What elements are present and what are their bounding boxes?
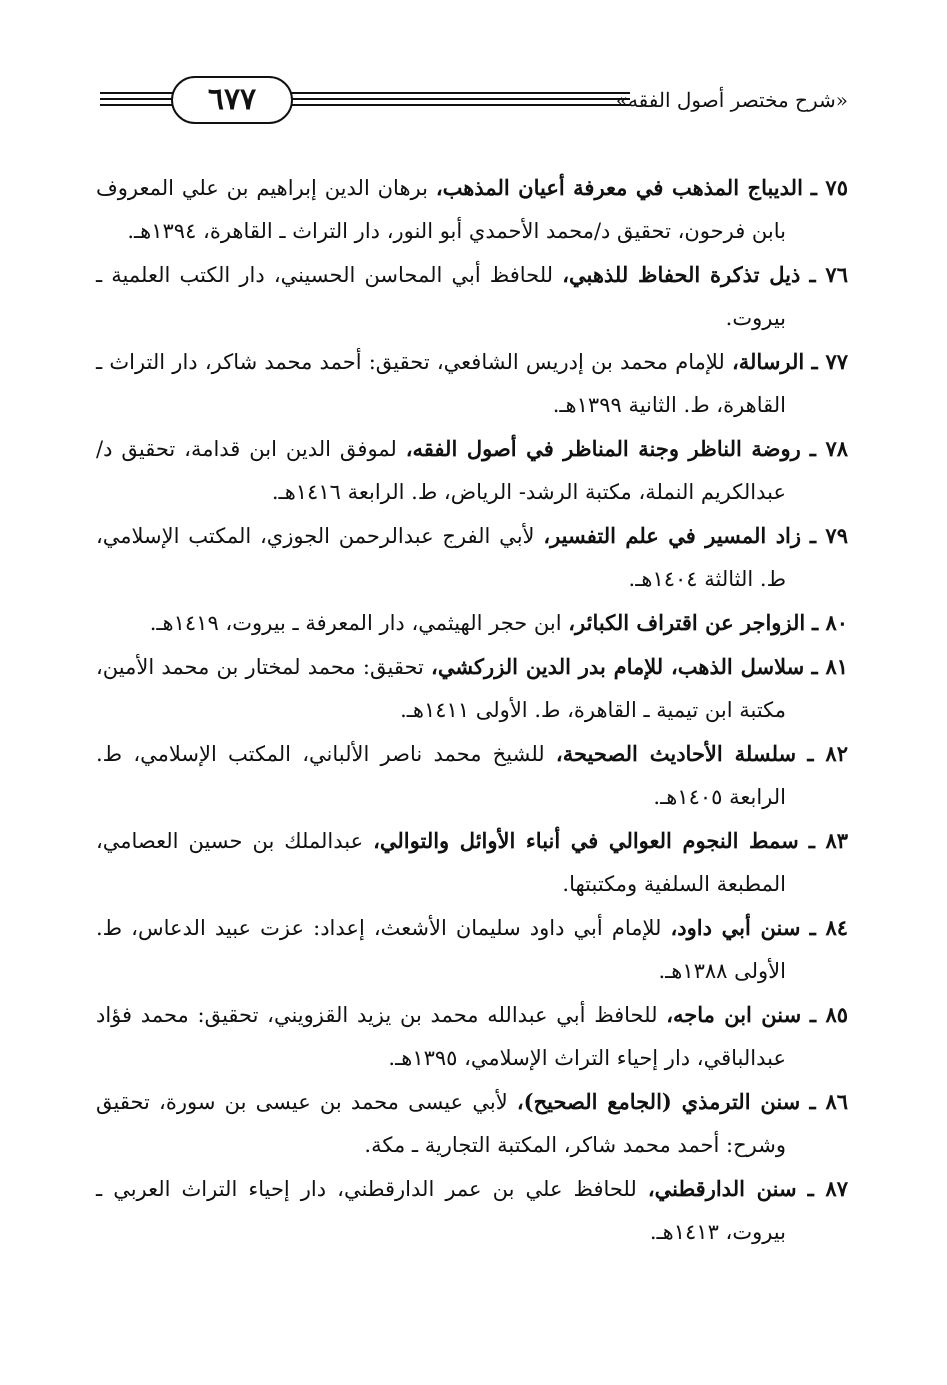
bibliography-entry [96, 340, 848, 427]
entry-number: ٨١ ـ [811, 654, 848, 679]
bibliography-entry [96, 906, 848, 993]
entry-number: ٨٥ ـ [809, 1002, 848, 1027]
entry-title: سنن أبي داود، [670, 915, 801, 940]
bibliography-entry [96, 732, 848, 819]
entry-details: تحقيق: محمد لمختار بن محمد الأمين، مكتبة ابن تيمية ـ القاهرة، ط. الأولى ١٤١١هـ. [96, 655, 786, 722]
entry-details: لموفق الدين ابن قدامة، تحقيق د/عبدالكريم النملة، مكتبة الرشد- الرياض، ط. الرابعة ١٤١٦هـ. [96, 437, 786, 504]
bibliography-entry [96, 514, 848, 601]
entry-details: لأبي الفرج عبدالرحمن الجوزي، المكتب الإسلامي، ط. الثالثة ١٤٠٤هـ. [96, 524, 786, 591]
bibliography-list [96, 166, 848, 1254]
entry-details: للإمام أبي داود سليمان الأشعث، إعداد: عزت عبيد الدعاس، ط. الأولى ١٣٨٨هـ. [96, 916, 786, 983]
entry-number: ٨٢ ـ [807, 741, 848, 766]
entry-title: روضة الناظر وجنة المناظر في أصول الفقه، [405, 436, 801, 461]
entry-number: ٧٨ ـ [809, 436, 848, 461]
entry-number: ٧٦ ـ [809, 262, 848, 287]
entry-details: عبدالملك بن حسين العصامي، المطبعة السلفية ومكتبتها. [96, 829, 786, 896]
bibliography-entry [96, 427, 848, 514]
entry-details: للشيخ محمد ناصر الألباني، المكتب الإسلامي، ط. الرابعة ١٤٠٥هـ. [96, 742, 786, 809]
entry-details: للإمام محمد بن إدريس الشافعي، تحقيق: أحمد محمد شاكر، دار التراث ـ القاهرة، ط. الثانية ١٣٩٩هـ. [96, 350, 786, 417]
entry-title: زاد المسير في علم التفسير، [543, 523, 802, 548]
bibliography-entry [96, 1167, 848, 1254]
page-number: ٦٧٧ [171, 76, 293, 124]
entry-title: الزواجر عن اقتراف الكبائر، [568, 610, 806, 635]
entry-details: لأبي عيسى محمد بن عيسى بن سورة، تحقيق وشرح: أحمد محمد شاكر، المكتبة التجارية ـ مكة. [96, 1090, 786, 1157]
entry-number: ٨٦ ـ [809, 1089, 849, 1114]
entry-title: ذيل تذكرة الحفاظ للذهبي، [562, 262, 801, 287]
page-header [96, 70, 848, 130]
entry-details: للحافظ أبي المحاسن الحسيني، دار الكتب العلمية ـ بيروت. [96, 263, 786, 330]
bibliography-entry [96, 166, 848, 253]
entry-title: الرسالة، [732, 349, 805, 374]
entry-title: سمط النجوم العوالي في أنباء الأوائل والتوالي، [373, 828, 799, 853]
entry-details: برهان الدين إبراهيم بن علي المعروف بابن فرحون، تحقيق د/محمد الأحمدي أبو النور، دار التراث ـ القاهرة، ١٣٩٤هـ. [96, 176, 786, 243]
entry-number: ٧٥ ـ [810, 175, 848, 200]
entry-number: ٨٠ ـ [811, 610, 848, 635]
entry-number: ٨٤ ـ [809, 915, 849, 940]
entry-title: سلسلة الأحاديث الصحيحة، [555, 741, 797, 766]
entry-number: ٧٩ ـ [809, 523, 848, 548]
entry-title: الديباج المذهب في معرفة أعيان المذهب، [435, 175, 803, 200]
entry-number: ٨٣ ـ [808, 828, 848, 853]
bibliography-entry [96, 1080, 848, 1167]
entry-details: للحافظ علي بن عمر الدارقطني، دار إحياء التراث العربي ـ بيروت، ١٤١٣هـ. [96, 1177, 786, 1244]
entry-title: سنن الترمذي (الجامع الصحيح)، [516, 1089, 801, 1114]
bibliography-entry [96, 645, 848, 732]
bibliography-entry [96, 993, 848, 1080]
entry-number: ٨٧ ـ [807, 1176, 848, 1201]
entry-number: ٧٧ ـ [811, 349, 849, 374]
bibliography-entry [96, 819, 848, 906]
entry-details: للحافظ أبي عبدالله محمد بن يزيد القزويني، تحقيق: محمد فؤاد عبدالباقي، دار إحياء التراث الإسلامي، ١٣٩٥هـ. [96, 1003, 786, 1070]
bibliography-entry [96, 601, 848, 645]
running-title: «شرح مختصر أصول الفقه» [615, 88, 848, 112]
entry-title: سنن الدارقطني، [647, 1176, 797, 1201]
entry-details: ابن حجر الهيثمي، دار المعرفة ـ بيروت، ١٤١٩هـ. [149, 611, 569, 635]
bibliography-entry [96, 253, 848, 340]
entry-title: سلاسل الذهب، للإمام بدر الدين الزركشي، [431, 654, 805, 679]
entry-title: سنن ابن ماجه، [666, 1002, 802, 1027]
